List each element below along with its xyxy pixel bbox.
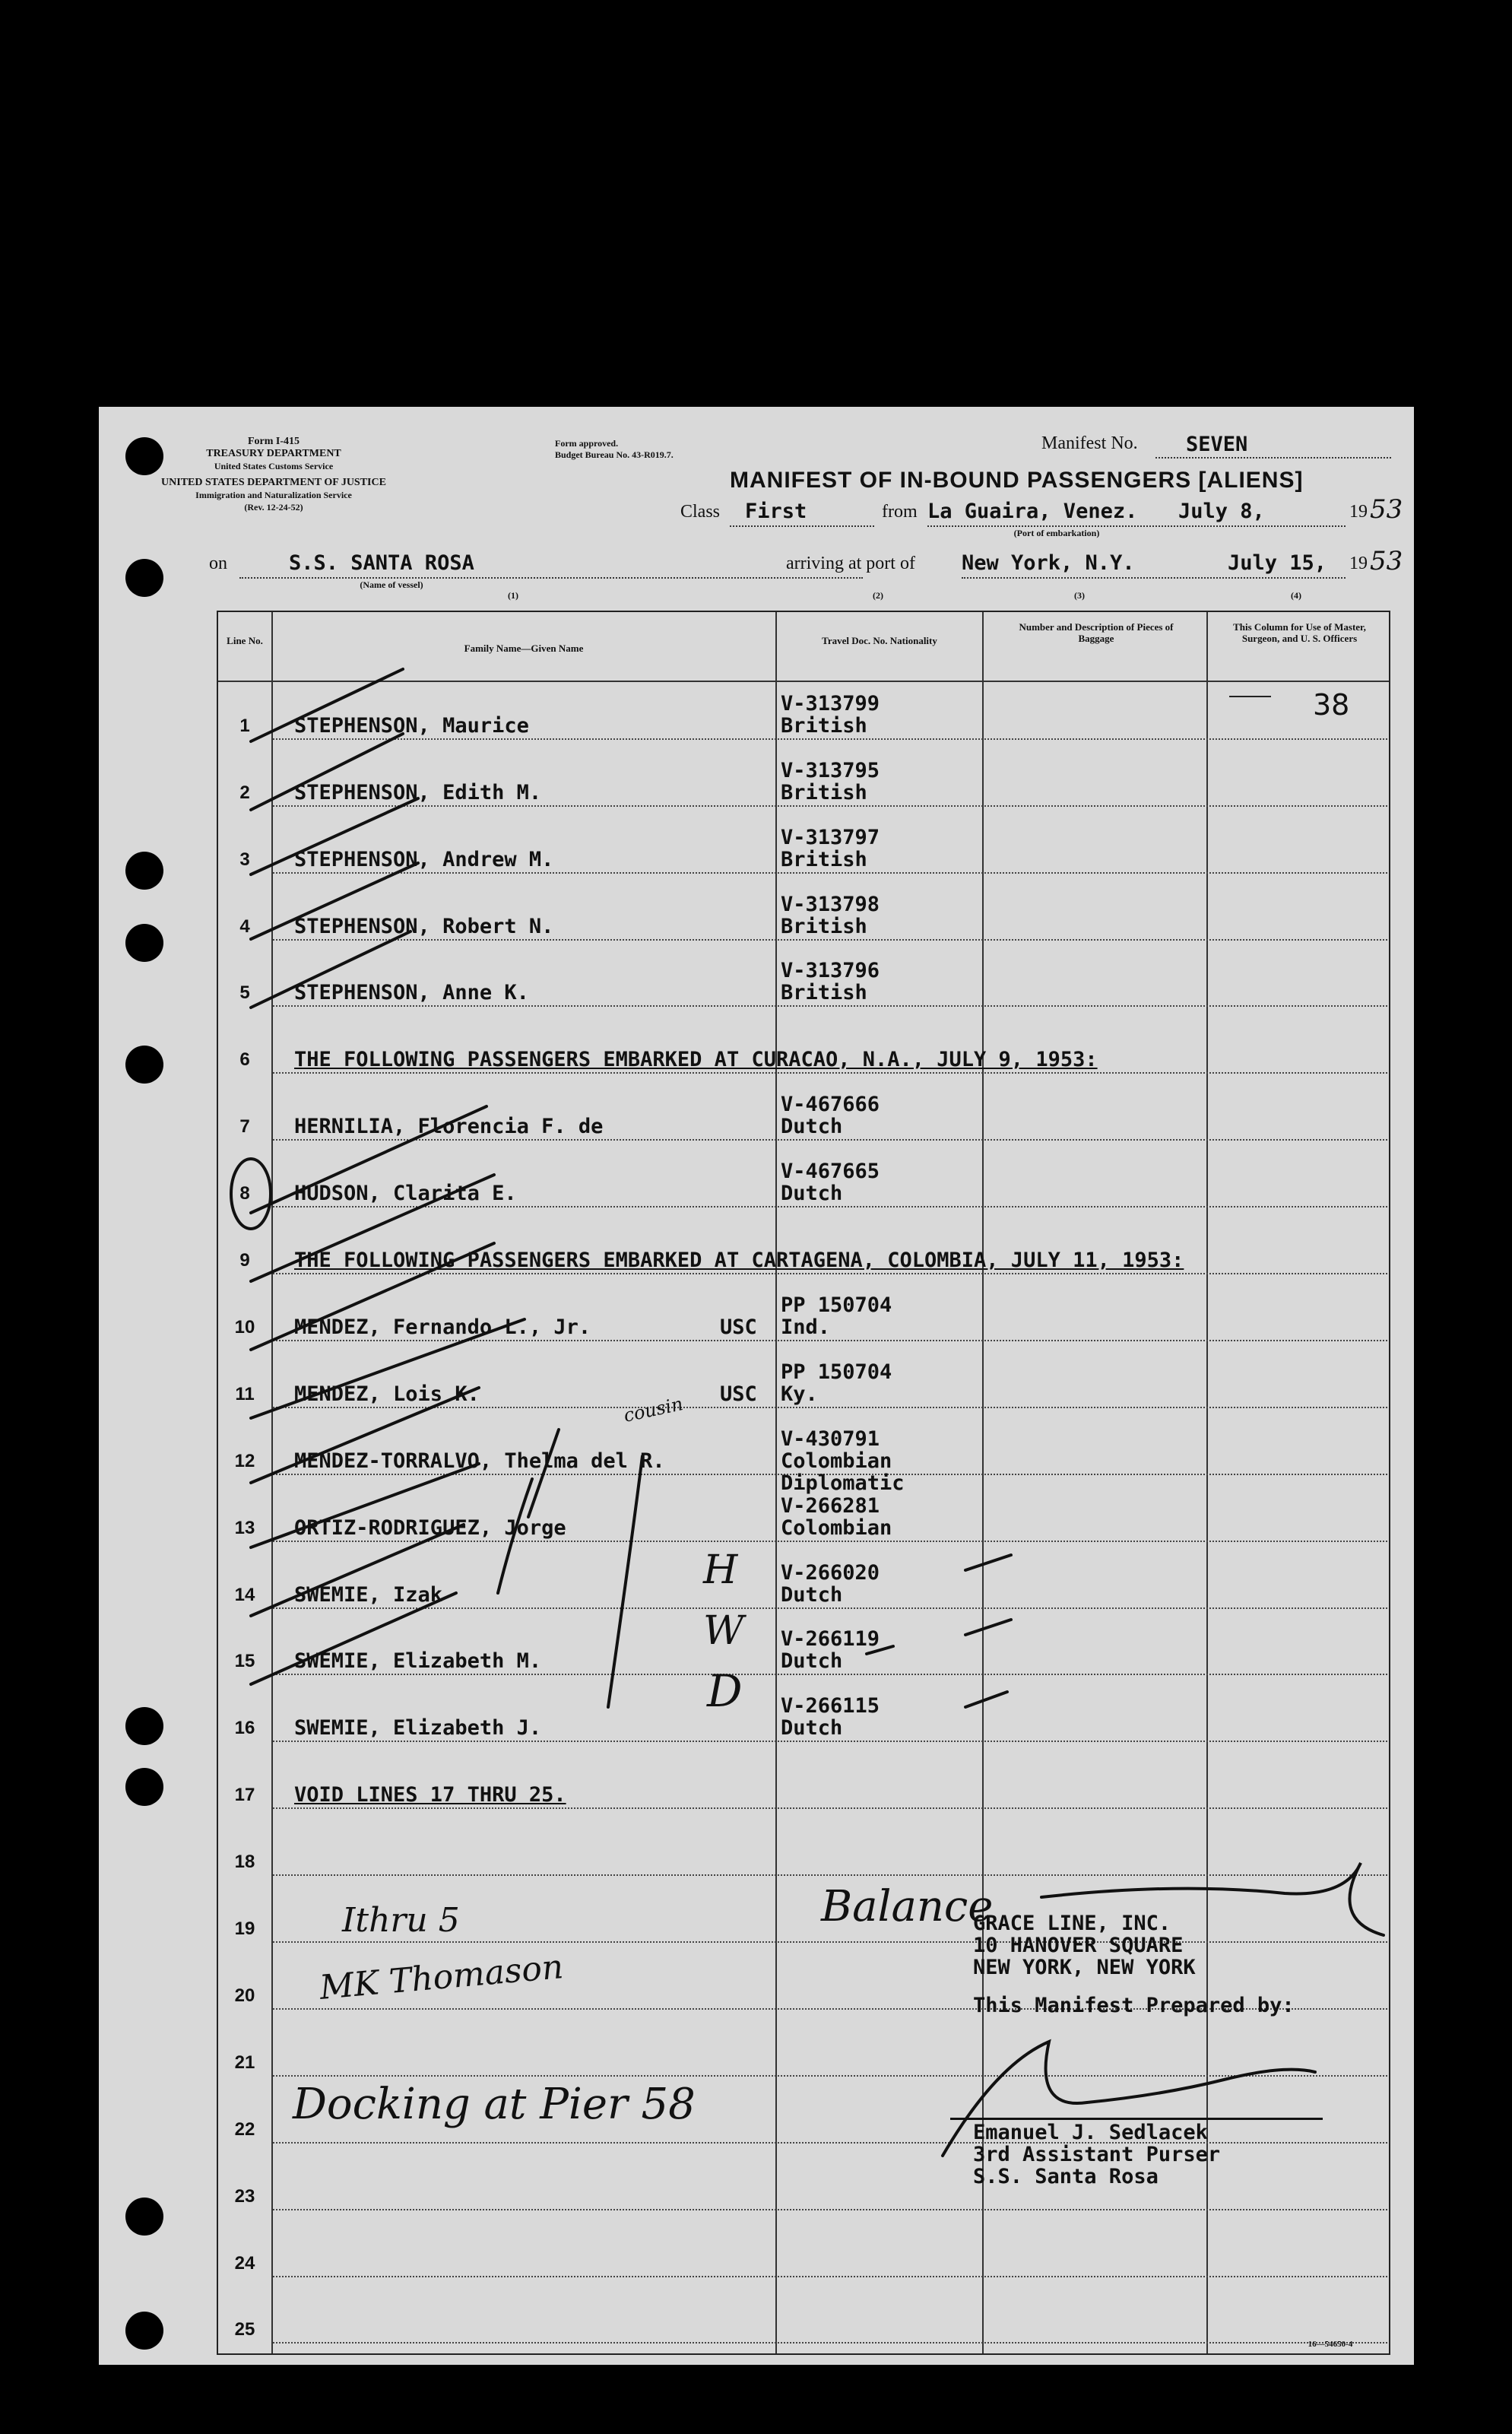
line-number: 3 <box>239 849 250 870</box>
col-num-2: (2) <box>873 590 883 601</box>
handwritten-thru: Ithru 5 <box>342 1901 460 1940</box>
travel-doc-number: PP 150704 <box>781 1293 892 1317</box>
col-baggage: Number and Description of Pieces of Baggage <box>1019 621 1174 644</box>
purser-title: 3rd Assistant Purser <box>973 2143 1221 2166</box>
from-port: La Guaira, Venez. <box>927 500 1138 523</box>
nationality: Dutch <box>781 1182 843 1206</box>
manifest-page <box>99 407 1414 2365</box>
travel-doc-number: V-313795 <box>781 758 880 782</box>
from-date: July 8, <box>1178 500 1265 523</box>
nationality: Colombian <box>781 1515 892 1540</box>
line-number: 23 <box>234 2185 255 2207</box>
prepared-by-label: This Manifest Prepared by: <box>973 1994 1295 2017</box>
passenger-name: STEPHENSON, Maurice <box>294 713 529 738</box>
handwritten-letter-d: D <box>707 1665 743 1717</box>
nationality: British <box>781 847 867 871</box>
travel-doc-number: PP 150704 <box>781 1360 892 1384</box>
col-travel-doc: Travel Doc. No. Nationality <box>822 635 937 646</box>
travel-doc-number: V-467665 <box>781 1160 880 1184</box>
line-number: 4 <box>239 916 250 937</box>
line-number: 25 <box>234 2319 255 2340</box>
passenger-name: STEPHENSON, Anne K. <box>294 981 529 1005</box>
line-number: 14 <box>234 1584 255 1605</box>
line-number: 15 <box>234 1651 255 1672</box>
line-number: 8 <box>239 1183 250 1204</box>
passenger-name: ORTIZ-RODRIGUEZ, Jorge <box>294 1515 566 1540</box>
line-number: 22 <box>234 2118 255 2140</box>
nationality: British <box>781 981 867 1005</box>
port-embark-note: (Port of embarkation) <box>1013 528 1100 538</box>
handwritten-letter-h: H <box>703 1547 738 1593</box>
binder-hole <box>125 2198 163 2236</box>
company-line1: GRACE LINE, INC. <box>973 1912 1171 1935</box>
line-number: 20 <box>234 1985 255 2006</box>
from-label: from <box>882 502 918 522</box>
budget-bureau: Budget Bureau No. 43-R019.7. <box>555 449 674 460</box>
treasury-dept: TREASURY DEPARTMENT <box>206 448 341 459</box>
class-label: Class <box>680 502 721 522</box>
from-year-prefix: 19 <box>1349 502 1368 522</box>
line-number: 5 <box>239 982 250 1004</box>
binder-hole <box>125 1046 163 1084</box>
form-approved: Form approved. <box>555 438 619 449</box>
binder-hole <box>125 437 163 475</box>
col-line-no: Line No. <box>227 635 263 646</box>
binder-hole <box>125 924 163 962</box>
arrival-date: July 15, <box>1228 551 1327 575</box>
nationality: Dutch <box>781 1582 843 1607</box>
passenger-name: MENDEZ, Fernando L., Jr. <box>294 1315 591 1339</box>
nationality: Colombian Diplomatic <box>781 1449 905 1495</box>
nationality: Ind. <box>781 1315 831 1339</box>
line-number: 18 <box>234 1852 255 1873</box>
nationality: British <box>781 914 867 938</box>
binder-hole <box>125 1707 163 1745</box>
line-number: 7 <box>239 1116 250 1138</box>
travel-doc-number: V-467666 <box>781 1093 880 1117</box>
line-number: 12 <box>234 1450 255 1471</box>
travel-doc-number: V-313799 <box>781 691 880 716</box>
passenger-name: THE FOLLOWING PASSENGERS EMBARKED AT CARTAGENA, COLOMBIA, JULY 11, 1953: <box>294 1249 1184 1273</box>
binder-hole <box>125 852 163 890</box>
travel-doc-number: V-313796 <box>781 959 880 983</box>
passenger-name: MENDEZ-TORRALVO, Thelma del R. <box>294 1449 665 1473</box>
binder-hole <box>125 1768 163 1806</box>
vessel-note: (Name of vessel) <box>360 579 423 590</box>
nationality: Ky. <box>781 1382 818 1406</box>
nationality: British <box>781 780 867 804</box>
line-number: 19 <box>234 1918 255 1940</box>
usc-mark: USC <box>720 1315 757 1339</box>
nationality: British <box>781 713 867 738</box>
line-number: 16 <box>234 1718 255 1739</box>
handwritten-docking-note: Docking at Pier 58 <box>293 2080 696 2129</box>
nationality: Dutch <box>781 1649 843 1674</box>
handwritten-cousin: cousin <box>621 1393 685 1426</box>
col-num-4: (4) <box>1291 590 1301 601</box>
passenger-name: THE FOLLOWING PASSENGERS EMBARKED AT CURACAO, N.A., JULY 9, 1953: <box>294 1048 1098 1072</box>
binder-hole <box>125 559 163 597</box>
arrival-port: New York, N.Y. <box>962 551 1135 575</box>
arrival-year: 53 <box>1370 546 1403 576</box>
travel-doc-number: V-266020 <box>781 1560 880 1585</box>
line-number: 2 <box>239 782 250 803</box>
handwriting-strokes <box>99 407 1414 2365</box>
passenger-name: HUDSON, Clarita E. <box>294 1182 517 1206</box>
handwritten-balance: Balance <box>821 1882 994 1931</box>
travel-doc-number: V-313797 <box>781 825 880 849</box>
company-line3: NEW YORK, NEW YORK <box>973 1956 1196 1979</box>
purser-ship: S.S. Santa Rosa <box>973 2165 1159 2188</box>
col-num-3: (3) <box>1074 590 1085 601</box>
passenger-name: SWEMIE, Elizabeth M. <box>294 1649 542 1674</box>
handwritten-signature-thomason: MK Thomason <box>318 1947 566 2007</box>
line-number: 13 <box>234 1517 255 1538</box>
line-number: 11 <box>235 1383 255 1404</box>
from-year: 53 <box>1370 494 1403 525</box>
col-name: Family Name—Given Name <box>464 643 584 654</box>
official-count: 38 <box>1313 688 1350 722</box>
line-number: 1 <box>239 715 250 736</box>
passenger-name: VOID LINES 17 THRU 25. <box>294 1783 566 1807</box>
col-num-1: (1) <box>508 590 518 601</box>
travel-doc-number: V-313798 <box>781 892 880 916</box>
travel-doc-number: V-266281 <box>781 1493 880 1518</box>
on-label: on <box>209 554 227 573</box>
form-revision: (Rev. 12-24-52) <box>244 502 303 513</box>
customs-service: United States Customs Service <box>214 461 334 471</box>
justice-dept: UNITED STATES DEPARTMENT OF JUSTICE <box>161 477 386 488</box>
passenger-name: MENDEZ, Lois K. <box>294 1382 480 1406</box>
travel-doc-number: V-266115 <box>781 1694 880 1718</box>
passenger-name: SWEMIE, Izak <box>294 1582 443 1607</box>
vessel-name: S.S. SANTA ROSA <box>289 551 474 575</box>
passenger-name: HERNILIA, Florencia F. de <box>294 1115 604 1139</box>
footer-code: 16—54650-4 <box>1308 2340 1353 2349</box>
nationality: Dutch <box>781 1115 843 1139</box>
form-number: Form I-415 <box>247 436 300 447</box>
usc-mark: USC <box>720 1382 757 1406</box>
col-official: This Column for Use of Master, Surgeon, and U. S. Officers <box>1233 621 1366 644</box>
line-number: 10 <box>234 1316 255 1338</box>
ins-service: Immigration and Naturalization Service <box>195 490 352 500</box>
purser-name: Emanuel J. Sedlacek <box>973 2121 1208 2144</box>
nationality: Dutch <box>781 1716 843 1741</box>
manifest-title: MANIFEST OF IN-BOUND PASSENGERS [ALIENS] <box>730 468 1304 493</box>
passenger-name: STEPHENSON, Edith M. <box>294 780 542 804</box>
line-number: 17 <box>234 1785 255 1806</box>
handwritten-letter-w: W <box>703 1608 744 1654</box>
arrival-year-prefix: 19 <box>1349 554 1368 573</box>
class-value: First <box>745 500 807 523</box>
line-number: 21 <box>234 2052 255 2073</box>
arriving-label: arriving at port of <box>783 554 918 574</box>
passenger-name: STEPHENSON, Robert N. <box>294 914 554 938</box>
manifest-no-value: SEVEN <box>1186 433 1248 456</box>
binder-hole <box>125 2312 163 2350</box>
line-number: 24 <box>234 2252 255 2274</box>
travel-doc-number: V-266119 <box>781 1627 880 1652</box>
company-line2: 10 HANOVER SQUARE <box>973 1934 1184 1957</box>
travel-doc-number: V-430791 <box>781 1426 880 1451</box>
line-number: 9 <box>239 1250 250 1271</box>
line-number: 6 <box>239 1049 250 1071</box>
passenger-name: SWEMIE, Elizabeth J. <box>294 1716 542 1741</box>
passenger-name: STEPHENSON, Andrew M. <box>294 847 554 871</box>
manifest-no-label: Manifest No. <box>1041 433 1138 453</box>
